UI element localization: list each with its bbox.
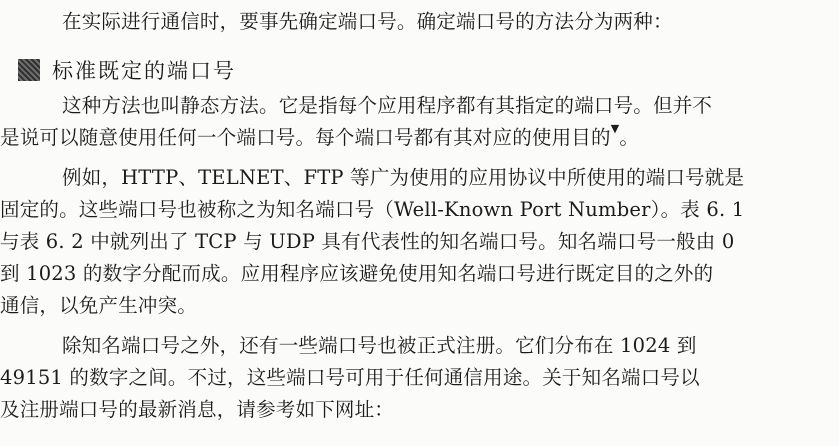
paragraph1-line1: 这种方法也叫静态方法。它是指每个应用程序都有其指定的端口号。但并不 — [62, 94, 713, 117]
paragraph2-line5: 通信，以免产生冲突。 — [0, 294, 198, 317]
paragraph1-line2-end: 。 — [619, 126, 640, 149]
section-title: 标准既定的端口号 — [52, 59, 236, 83]
paragraph3-line2: 49151 的数字之间。不过，这些端口号可用于任何通信用途。关于知名端口号以 — [0, 366, 700, 389]
intro-line: 在实际进行通信时，要事先确定端口号。确定端口号的方法分为两种： — [62, 10, 673, 33]
paragraph2-line1: 例如，HTTP、TELNET、FTP 等广为使用的应用协议中所使用的端口号就是 — [62, 166, 745, 189]
paragraph2-line3: 与表 6. 2 中就列出了 TCP 与 UDP 具有代表性的知名端口号。知名端口号一般由 0 — [0, 230, 735, 253]
paragraph1-line2 — [0, 123, 839, 153]
section-heading — [18, 54, 236, 86]
paragraph2-line4: 到 1023 的数字分配而成。应用程序应该避免使用知名端口号进行既定目的之外的 — [0, 262, 714, 285]
footnote-marker: ▼ — [610, 122, 620, 135]
paragraph3-line1: 除知名端口号之外，还有一些端口号也被正式注册。它们分布在 1024 到 — [62, 334, 697, 357]
filled-square-icon — [18, 59, 40, 81]
paragraph1-line2-text: 是说可以随意使用任何一个端口号。每个端口号都有其对应的使用目的 — [0, 126, 611, 149]
paragraph2-line2: 固定的。这些端口号也被称之为知名端口号（Well-Known Port Number）。表 6. 1 — [0, 198, 745, 221]
paragraph3-line3: 及注册端口号的最新消息，请参考如下网址： — [0, 398, 395, 421]
